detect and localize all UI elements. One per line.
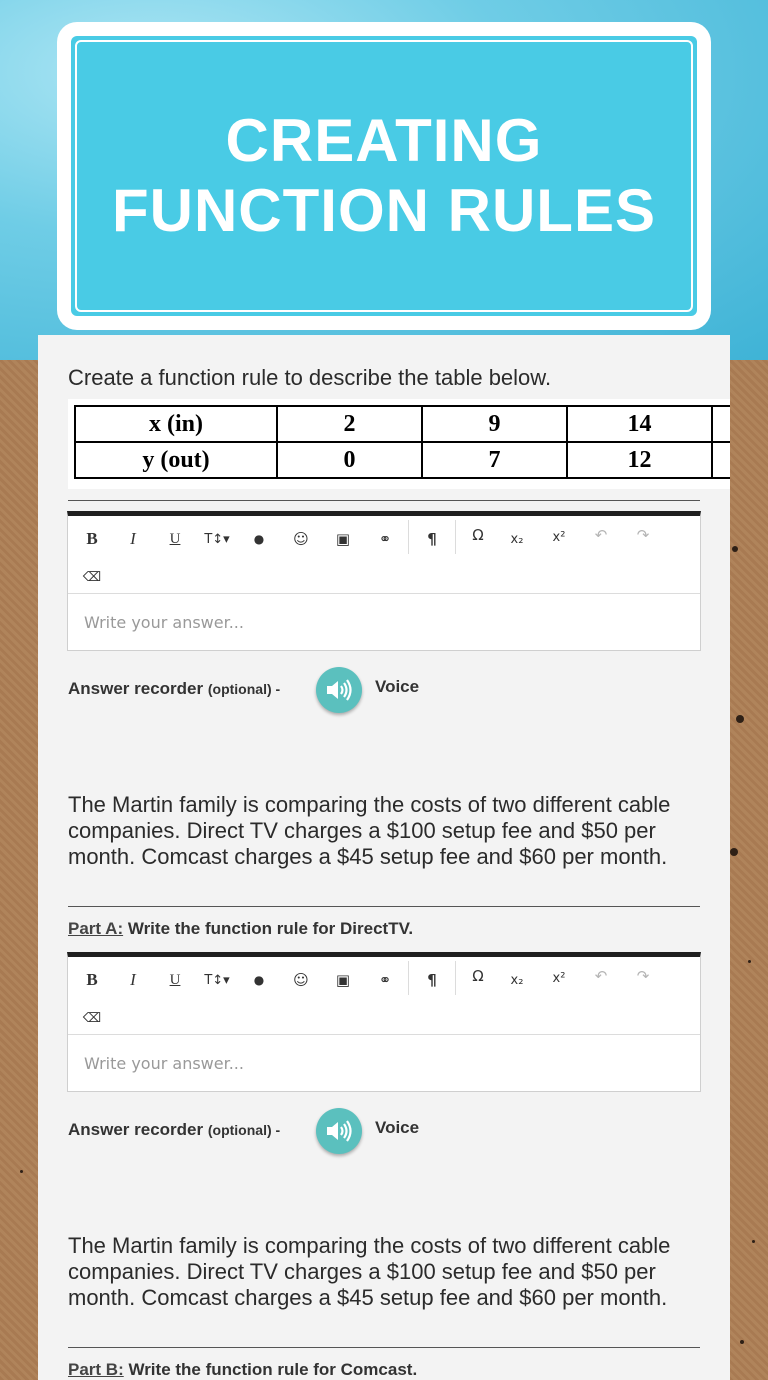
speaker-icon	[325, 1119, 353, 1143]
recorder-label-text: Answer recorder	[68, 1120, 204, 1139]
eraser-icon[interactable]: ⌫	[82, 569, 102, 585]
cork-speck	[748, 960, 751, 963]
table-row-x	[75, 406, 730, 442]
paragraph-icon[interactable]: ¶	[427, 971, 437, 989]
text-size-button[interactable]: T↕▾	[204, 531, 230, 547]
recorder-optional-text: (optional) -	[207, 1122, 281, 1138]
italic-button[interactable]: I	[130, 529, 136, 548]
omega-icon[interactable]: Ω	[472, 526, 484, 544]
voice-label: Voice	[375, 677, 420, 696]
table-cell: 0	[277, 442, 422, 478]
italic-button[interactable]: I	[130, 970, 136, 989]
cork-speck	[732, 546, 738, 552]
divider	[68, 906, 700, 907]
undo-icon[interactable]: ↶	[594, 526, 608, 544]
editor-toolbar	[68, 516, 700, 592]
toolbar-separator	[408, 961, 409, 995]
paragraph-icon[interactable]: ¶	[427, 530, 437, 548]
voice-label: Voice	[375, 1118, 420, 1137]
part-a-label	[68, 919, 413, 939]
part-a-text: Write the function rule for DirectTV.	[123, 919, 414, 938]
underline-button[interactable]: U	[169, 971, 181, 988]
text-color-icon[interactable]: ●	[253, 532, 265, 546]
title-banner	[71, 36, 697, 316]
emoji-icon[interactable]: ☺	[293, 530, 309, 548]
recorder-label-text: Answer recorder	[68, 679, 204, 698]
image-icon[interactable]: ▣	[335, 530, 351, 548]
cork-speck	[20, 1170, 23, 1173]
recorder-label	[68, 1120, 280, 1140]
part-b-label	[68, 1360, 417, 1380]
undo-icon[interactable]: ↶	[594, 967, 608, 985]
question-2-prompt: The Martin family is comparing the costs of two different cable companies. Direct TV charges a $100 setup fee and $50 per month. Comcast charges a $45 setup fee and $60 per month.	[68, 792, 671, 869]
table-cell: 12	[567, 442, 712, 478]
divider	[68, 500, 700, 501]
table-cell: 14	[567, 406, 712, 442]
question-3-prompt: The Martin family is comparing the costs of two different cable companies. Direct TV charges a $100 setup fee and $50 per month. Comcast charges a $45 setup fee and $60 per month.	[68, 1233, 671, 1310]
eraser-icon[interactable]: ⌫	[82, 1010, 102, 1026]
table-row-y	[75, 442, 730, 478]
part-a-tag: Part A:	[68, 919, 124, 938]
toolbar-separator	[408, 520, 409, 554]
link-icon[interactable]: ⚭	[378, 530, 392, 548]
table-cell: 2	[277, 406, 422, 442]
rich-text-editor	[67, 952, 701, 1092]
divider	[68, 1347, 700, 1348]
record-voice-button[interactable]	[316, 1108, 362, 1154]
page-title: CREATING FUNCTION RULES	[112, 107, 656, 244]
answer-box	[68, 593, 700, 650]
part-b-text: Write the function rule for Comcast.	[123, 1360, 418, 1379]
answer-box	[68, 1034, 700, 1091]
editor-toolbar	[68, 957, 700, 1033]
underline-button[interactable]: U	[169, 530, 181, 547]
function-table-image	[68, 399, 730, 489]
bold-button[interactable]: B	[86, 970, 98, 989]
title-card	[57, 22, 711, 330]
superscript-button[interactable]: x²	[552, 529, 566, 545]
speaker-icon	[325, 678, 353, 702]
part-b-tag: Part B:	[68, 1360, 124, 1379]
superscript-button[interactable]: x²	[552, 970, 566, 986]
subscript-button[interactable]: x₂	[510, 531, 524, 547]
cork-speck	[740, 1340, 744, 1344]
answer-input[interactable]	[68, 594, 700, 650]
function-table	[74, 405, 730, 479]
table-cell: x (in)	[75, 406, 277, 442]
cork-speck	[736, 715, 744, 723]
worksheet-panel	[38, 335, 730, 1380]
text-size-button[interactable]: T↕▾	[204, 972, 230, 988]
redo-icon[interactable]: ↷	[636, 526, 650, 544]
redo-icon[interactable]: ↷	[636, 967, 650, 985]
answer-input[interactable]	[68, 1035, 700, 1091]
link-icon[interactable]: ⚭	[378, 971, 392, 989]
table-cell	[712, 406, 730, 442]
subscript-button[interactable]: x₂	[510, 972, 524, 988]
toolbar-separator	[455, 961, 456, 995]
question-1-prompt: Create a function rule to describe the table below.	[68, 365, 552, 390]
recorder-label	[68, 679, 280, 699]
recorder-optional-text: (optional) -	[207, 681, 281, 697]
emoji-icon[interactable]: ☺	[293, 971, 309, 989]
cork-speck	[730, 848, 738, 856]
rich-text-editor	[67, 511, 701, 651]
record-voice-button[interactable]	[316, 667, 362, 713]
answer-recorder	[68, 667, 468, 715]
omega-icon[interactable]: Ω	[472, 967, 484, 985]
image-icon[interactable]: ▣	[335, 971, 351, 989]
cork-speck	[752, 1240, 755, 1243]
table-cell: 9	[422, 406, 567, 442]
table-cell	[712, 442, 730, 478]
table-cell: y (out)	[75, 442, 277, 478]
answer-recorder	[68, 1108, 468, 1156]
text-color-icon[interactable]: ●	[253, 973, 265, 987]
bold-button[interactable]: B	[86, 529, 98, 548]
toolbar-separator	[455, 520, 456, 554]
table-cell: 7	[422, 442, 567, 478]
